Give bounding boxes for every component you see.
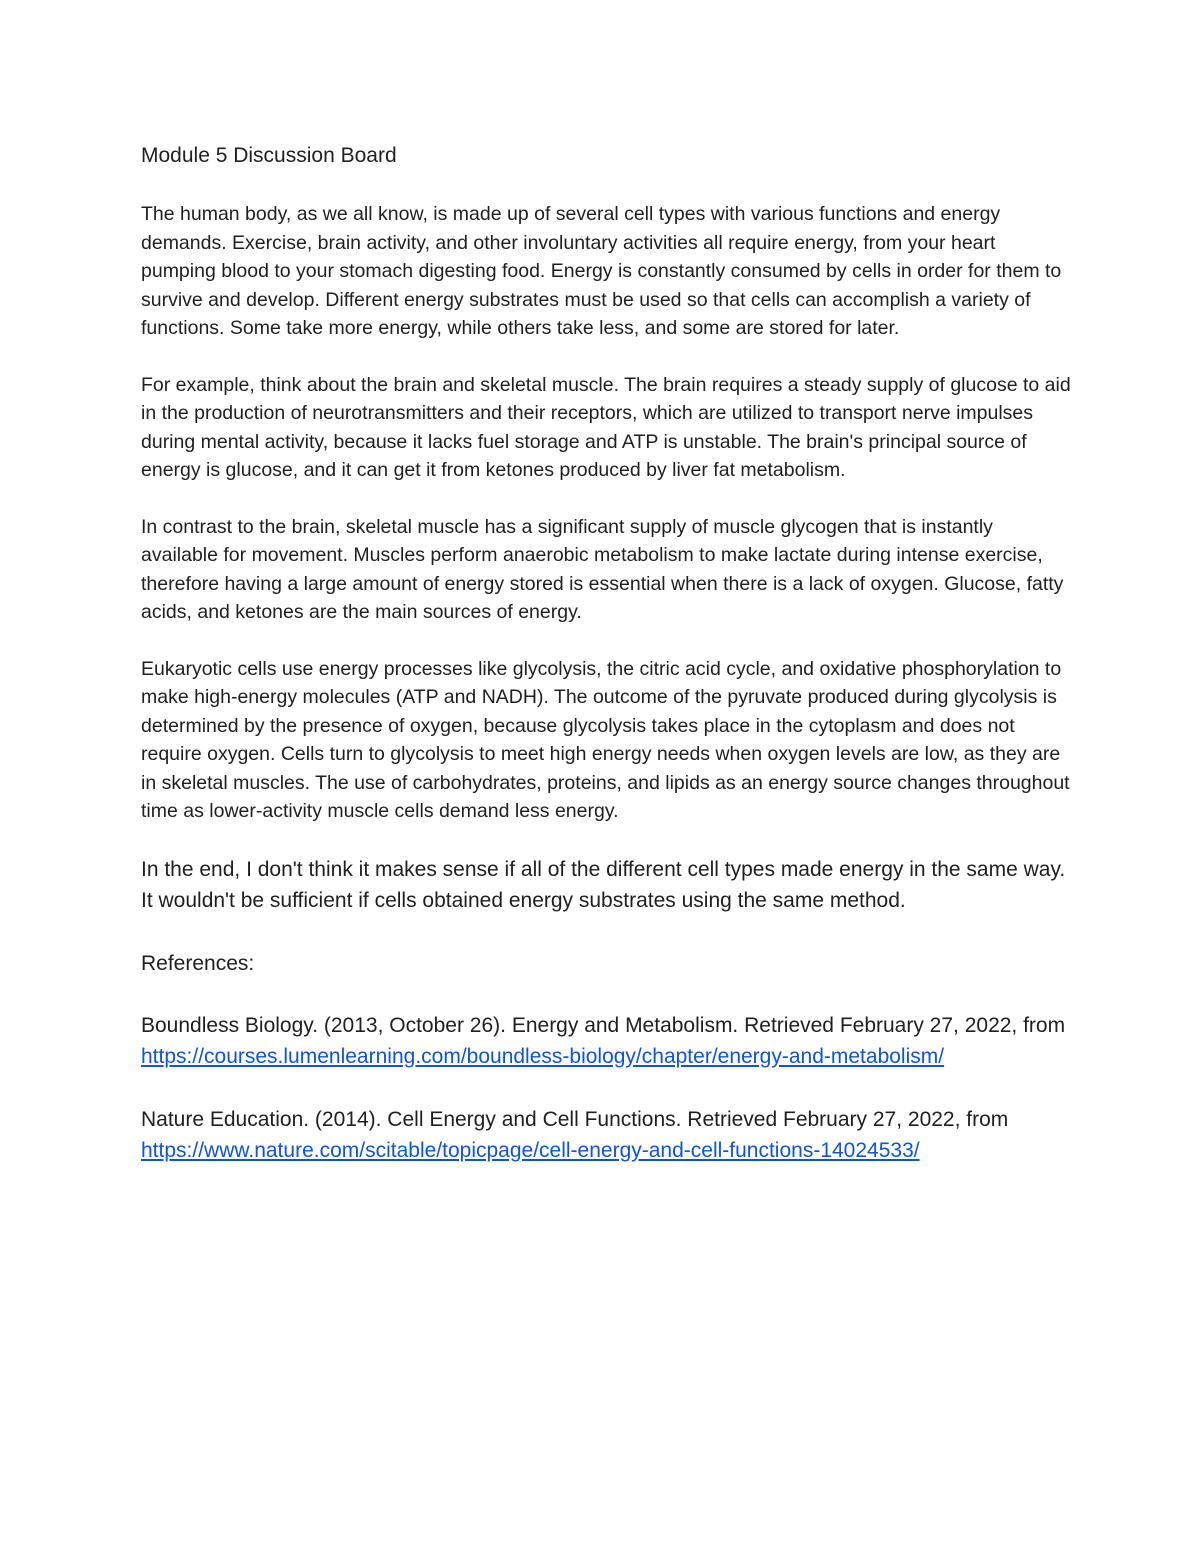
reference-link[interactable]: https://courses.lumenlearning.com/boundless-biology/chapter/energy-and-metabolism/ [141, 1044, 945, 1068]
reference-citation: Boundless Biology. (2013, October 26). Energy and Metabolism. Retrieved February 27, 2022, from [141, 1013, 1066, 1037]
reference-citation: Nature Education. (2014). Cell Energy and Cell Functions. Retrieved February 27, 2022, from [141, 1107, 1009, 1131]
paragraph-brain-muscle: For example, think about the brain and skeletal muscle. The brain requires a steady supply of glucose to aid in the production of neurotransmitters and their receptors, which are utilized to transport nerve impulses during mental activity, because it lacks fuel storage and ATP is unstable. The brain's principal source of energy is glucose, and it can get it from ketones produced by liver fat metabolism. [141, 373, 1071, 481]
paragraph-eukaryotic-cells: Eukaryotic cells use energy processes like glycolysis, the citric acid cycle, and oxidative phosphorylation to make high-energy molecules (ATP and NADH). The outcome of the pyruvate produced during glycolysis is determined by the presence of oxygen, because glycolysis takes place in the cytoplasm and does not require oxygen. Cells turn to glycolysis to meet high energy needs when oxygen levels are low, as they are in skeletal muscles. The use of carbohydrates, proteins, and lipids as an energy source changes throughout time as lower-activity muscle cells demand less energy. [141, 657, 1070, 822]
paragraph-intro: The human body, as we all know, is made up of several cell types with various functions and energy demands. Exercise, brain activity, and other involuntary activities all require energy, from your heart pumping blood to your stomach digesting food. Energy is constantly consumed by cells in order for them to survive and develop. Different energy substrates must be used so that cells can accomplish a variety of functions. Some take more energy, while others take less, and some are stored for later. [141, 203, 1062, 339]
document-page [141, 142, 1071, 1198]
document-title: Module 5 Discussion Board [141, 144, 397, 167]
reference-link[interactable]: https://www.nature.com/scitable/topicpage/cell-energy-and-cell-functions-14024533/ [141, 1138, 920, 1162]
paragraph-conclusion: In the end, I don't think it makes sense if all of the different cell types made energy in the same way. It wouldn't be sufficient if cells obtained energy substrates using the same method. [141, 857, 1066, 912]
reference-item [141, 1010, 1071, 1072]
references-heading: References: [141, 951, 255, 975]
paragraph-skeletal-muscle: In contrast to the brain, skeletal muscle has a significant supply of muscle glycogen that is instantly available for movement. Muscles perform anaerobic metabolism to make lactate during intense exercise, therefore having a large amount of energy stored is essential when there is a lack of oxygen. Glucose, fatty acids, and ketones are the main sources of energy. [141, 515, 1064, 623]
reference-item [141, 1104, 1071, 1166]
